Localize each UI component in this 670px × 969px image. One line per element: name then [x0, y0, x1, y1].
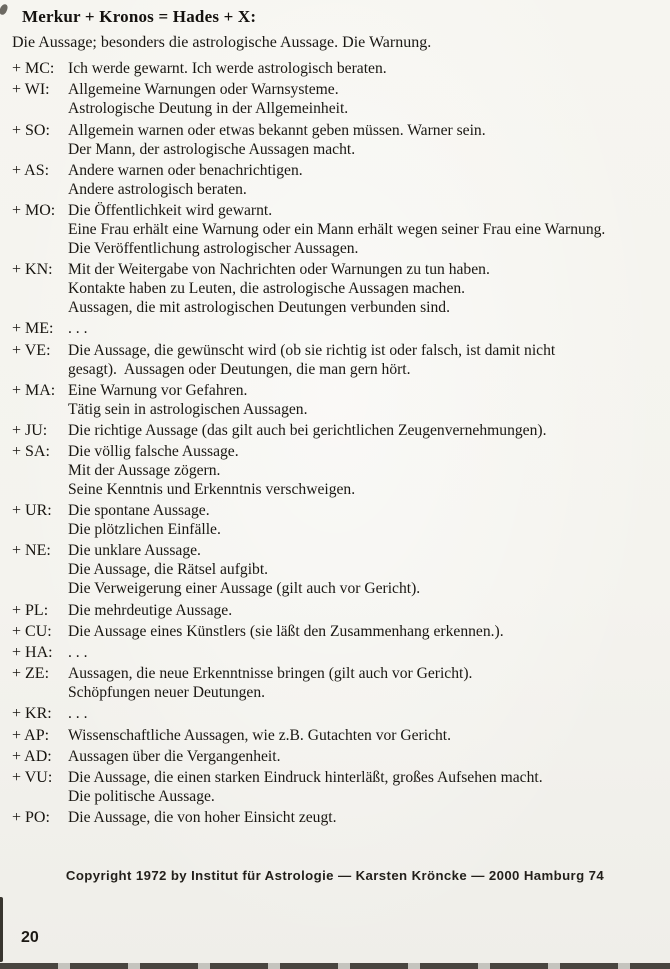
entry-line: Astrologische Deutung in der Allgemeinheit.	[68, 100, 349, 118]
entry-line: Aussagen, die mit astrologischen Deutungen verbunden sind.	[68, 299, 450, 317]
entry-label: + AS:	[12, 161, 50, 179]
entry-line: Eine Warnung vor Gefahren.	[68, 381, 248, 399]
entry-line: . . .	[68, 705, 88, 723]
entry-label: + AP:	[12, 726, 50, 744]
entry-label: + CU:	[12, 622, 52, 640]
entry-text	[68, 601, 664, 620]
entry-line: Allgemein warnen oder etwas bekannt geben müssen. Warner sein.	[68, 121, 486, 139]
entry-line: Tätig sein in astrologischen Aussagen.	[68, 400, 308, 418]
entry-text	[68, 80, 664, 118]
entry-line: Seine Kenntnis und Erkenntnis verschweigen.	[68, 481, 356, 499]
entry-row	[12, 501, 664, 539]
entry-label: + VU:	[12, 768, 53, 786]
entry-row	[12, 541, 664, 598]
entry-label: + MC:	[12, 60, 55, 78]
entry-row	[12, 121, 664, 159]
entry-text	[68, 260, 664, 317]
entry-label: + ZE:	[12, 665, 50, 683]
entry-label: + AD:	[12, 747, 52, 765]
entry-text	[68, 341, 664, 379]
entry-line: Die Aussage, die von hoher Einsicht zeugt.	[68, 809, 337, 827]
lead-sentence: Die Aussage; besonders die astrologische Aussage. Die Warnung.	[12, 34, 432, 51]
entry-line: Die Aussage, die gewünscht wird (ob sie richtig ist oder falsch, ist damit nicht	[68, 341, 556, 359]
entry-line: Die politische Aussage.	[68, 787, 215, 805]
entry-text	[68, 622, 664, 641]
entry-row	[12, 341, 664, 379]
entry-line: . . .	[68, 644, 88, 661]
entry-line: . . .	[68, 320, 88, 338]
entry-row	[12, 768, 664, 806]
entry-row	[12, 80, 664, 118]
entry-row	[12, 381, 664, 419]
entry-line: Die unklare Aussage.	[68, 542, 201, 560]
entry-text	[68, 643, 664, 662]
entry-line: Mit der Weitergabe von Nachrichten oder Warnungen zu tun haben.	[68, 261, 490, 279]
entry-row	[12, 319, 664, 338]
entry-line: Die Öffentlichkeit wird gewarnt.	[68, 201, 273, 219]
entry-text	[68, 161, 664, 199]
entry-label: + NE:	[12, 542, 51, 560]
entry-text	[68, 381, 664, 419]
entry-line: Allgemeine Warnungen oder Warnsysteme.	[68, 81, 339, 99]
entry-label: + MA:	[12, 381, 56, 399]
entry-line: Die Veröffentlichung astrologischer Aussagen.	[68, 239, 359, 257]
entry-line: Die Aussage, die Rätsel aufgibt.	[68, 561, 269, 579]
entry-row	[12, 442, 664, 499]
entry-label: + MO:	[12, 201, 56, 219]
entry-text	[68, 726, 664, 745]
entry-label: + JU:	[12, 421, 48, 439]
entry-row	[12, 726, 664, 745]
entry-line: Andere astrologisch beraten.	[68, 180, 247, 198]
entry-label: + PO:	[12, 809, 50, 827]
entry-row	[12, 664, 664, 702]
copyright-line: Copyright 1972 by Institut für Astrologie — Karsten Kröncke — 2000 Hamburg 74	[65, 868, 605, 883]
entry-text	[68, 442, 664, 499]
entry-label: + KR:	[12, 705, 52, 723]
entry-label: + VE:	[12, 341, 51, 359]
entry-line: Mit der Aussage zögern.	[68, 462, 221, 480]
entry-text	[68, 59, 664, 78]
scan-ink-speck	[0, 3, 9, 16]
entry-row	[12, 59, 664, 78]
entry-row	[12, 643, 664, 662]
entry-text	[68, 541, 664, 598]
entry-row	[12, 421, 664, 440]
entry-line: Die richtige Aussage (das gilt auch bei gerichtlichen Zeugenvernehmungen).	[68, 421, 547, 439]
entry-line: Die mehrdeutige Aussage.	[68, 601, 233, 619]
entry-text	[68, 421, 664, 440]
entry-row	[12, 201, 664, 258]
entry-label: + WI:	[12, 81, 50, 99]
entry-row	[12, 622, 664, 641]
page-title: Merkur + Kronos = Hades + X:	[22, 7, 257, 26]
entry-line: Aussagen, die neue Erkenntnisse bringen (gilt auch vor Gericht).	[68, 665, 473, 683]
entry-line: Schöpfungen neuer Deutungen.	[68, 684, 266, 702]
entry-label: + HA:	[12, 644, 53, 661]
entry-row	[12, 747, 664, 766]
entry-line: Die spontane Aussage.	[68, 502, 210, 520]
entry-line: Der Mann, der astrologische Aussagen macht.	[68, 140, 356, 158]
entry-line: Aussagen über die Vergangenheit.	[68, 747, 281, 765]
entry-label: + PL:	[12, 601, 49, 619]
entry-line: Wissenschaftliche Aussagen, wie z.B. Gutachten vor Gericht.	[68, 726, 452, 744]
entry-row	[12, 260, 664, 317]
entry-text	[68, 808, 664, 827]
entry-line: Eine Frau erhält eine Warnung oder ein Mann erhält wegen seiner Frau eine Warnung.	[68, 220, 606, 238]
scan-edge-artifact-left	[0, 897, 3, 962]
entry-line: Andere warnen oder benachrichtigen.	[68, 161, 303, 179]
entry-label: + ME:	[12, 320, 54, 338]
entry-list	[12, 57, 664, 827]
entry-row	[12, 161, 664, 199]
entry-label: + UR:	[12, 502, 52, 520]
entry-text	[68, 319, 664, 338]
entry-line: Die Aussage eines Künstlers (sie läßt den Zusammenhang erkennen.).	[68, 622, 504, 640]
entry-row	[12, 601, 664, 620]
entry-line: Die Verweigerung einer Aussage (gilt auch vor Gericht).	[68, 580, 421, 598]
entry-text	[68, 747, 664, 766]
entry-text	[68, 121, 664, 159]
entry-line: Die Aussage, die einen starken Eindruck hinterläßt, großes Aufsehen macht.	[68, 768, 543, 786]
entry-label: + SO:	[12, 121, 50, 139]
entry-text	[68, 704, 664, 723]
entry-text	[68, 664, 664, 702]
entry-line: Die völlig falsche Aussage.	[68, 443, 239, 461]
entry-text	[68, 501, 664, 539]
entry-label: + SA:	[12, 443, 50, 461]
entry-row	[12, 704, 664, 723]
entry-line: Kontakte haben zu Leuten, die astrologische Aussagen machen.	[68, 280, 466, 298]
entry-label: + KN:	[12, 261, 53, 279]
entry-text	[68, 201, 664, 258]
page-number: 20	[21, 929, 39, 946]
entry-text	[68, 768, 664, 806]
entry-line: Ich werde gewarnt. Ich werde astrologisch beraten.	[68, 60, 387, 78]
entry-line: gesagt). Aussagen oder Deutungen, die man gern hört.	[68, 360, 411, 378]
entry-line: Die plötzlichen Einfälle.	[68, 521, 221, 539]
entry-row	[12, 808, 664, 827]
scan-edge-artifact-bottom	[0, 963, 670, 969]
